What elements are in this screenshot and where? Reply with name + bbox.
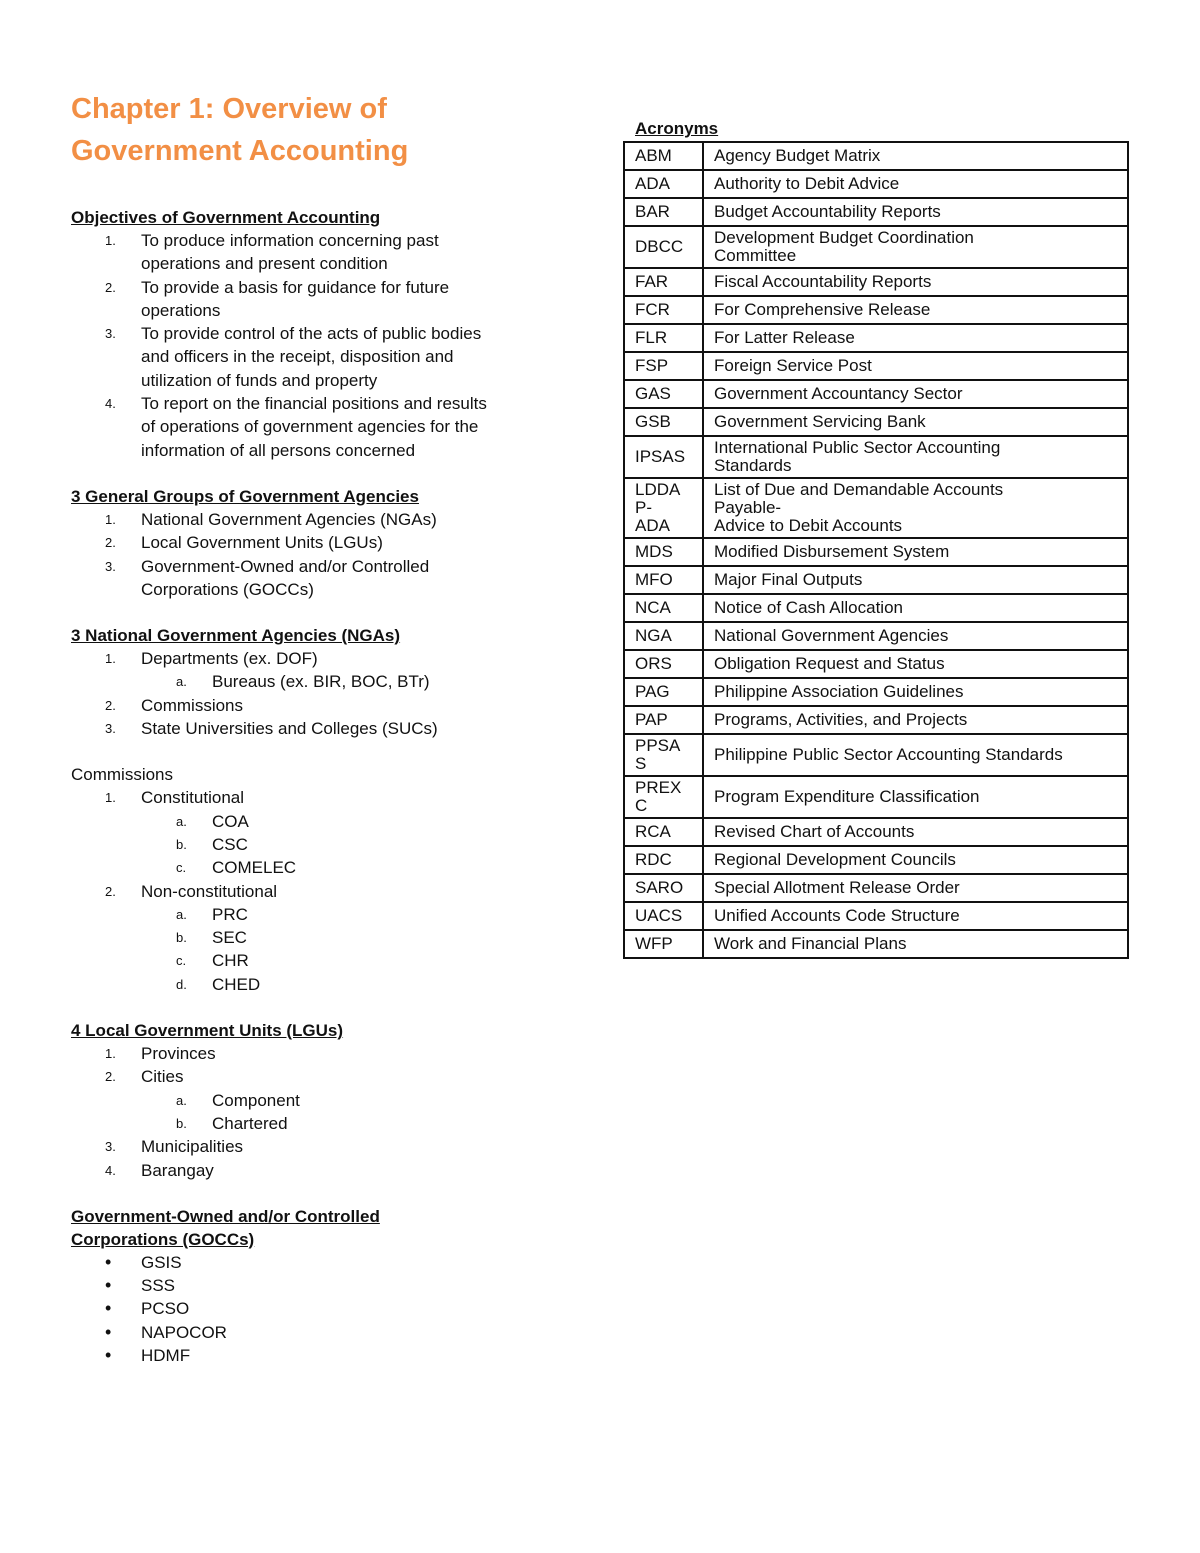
meaning-text: Program Expenditure Classification [714, 787, 980, 806]
meaning-text: For Comprehensive Release [714, 300, 931, 319]
acronym-text: GSB [635, 412, 671, 431]
table-row [624, 818, 1128, 846]
acronym-cell [624, 380, 703, 408]
list-item-text: To produce information concerning past [141, 231, 439, 250]
table-row [624, 226, 1128, 268]
table-row [624, 296, 1128, 324]
list-item-text: operations and present condition [141, 254, 388, 274]
meaning-text: Philippine Public Sector Accounting Standards [714, 745, 1063, 764]
list-number: d. [176, 976, 187, 992]
acronym-text: P- [635, 498, 652, 517]
list-item [71, 229, 591, 276]
table-row [624, 874, 1128, 902]
sub-list-item [71, 1089, 591, 1112]
meaning-text: Regional Development Councils [714, 850, 956, 869]
list-item-text: CHED [212, 974, 261, 994]
bullet-icon: • [105, 1321, 112, 1342]
heading-line: Government-Owned and/or Controlled [71, 1206, 380, 1226]
acronyms-title: Acronyms [635, 119, 719, 138]
acronym-text: FAR [635, 272, 669, 291]
meaning-cell [703, 324, 1128, 352]
acronym-text: GAS [635, 384, 671, 403]
table-row [624, 594, 1128, 622]
list-number: a. [176, 906, 187, 922]
acronym-text: RDC [635, 850, 672, 869]
acronym-text: FLR [635, 328, 668, 347]
sub-list-item [71, 1112, 591, 1135]
acronym-cell [624, 566, 703, 594]
list-item-text: Barangay [141, 1160, 214, 1180]
list-number: c. [176, 860, 187, 876]
acronym-text: S [635, 754, 647, 773]
table-row [624, 846, 1128, 874]
meaning-cell [703, 296, 1128, 324]
meaning-cell [703, 226, 1128, 268]
acronyms-table [623, 141, 1129, 959]
acronym-text: SARO [635, 878, 684, 897]
acronym-cell [624, 408, 703, 436]
meaning-text: List of Due and Demandable Accounts [714, 480, 1004, 499]
list-item [71, 392, 591, 462]
meaning-cell [703, 538, 1128, 566]
table-row [624, 678, 1128, 706]
acronym-text: ABM [635, 146, 672, 165]
acronym-text: NCA [635, 598, 671, 617]
meaning-text: For Latter Release [714, 328, 855, 347]
table-row [624, 324, 1128, 352]
meaning-cell [703, 776, 1128, 818]
meaning-text: Notice of Cash Allocation [714, 598, 903, 617]
general-groups-list [71, 508, 591, 601]
bullet-icon: • [105, 1251, 112, 1272]
meaning-cell [703, 566, 1128, 594]
table-row [624, 408, 1128, 436]
acronym-cell [624, 818, 703, 846]
acronym-text: PREX [635, 778, 682, 797]
meaning-cell [703, 352, 1128, 380]
acronym-text: MFO [635, 570, 673, 589]
table-row [624, 436, 1128, 478]
list-item-text: Cities [141, 1067, 184, 1087]
list-item-text: COMELEC [212, 858, 297, 878]
table-row [624, 198, 1128, 226]
acronym-cell [624, 198, 703, 226]
list-item-text: Corporations (GOCCs) [141, 579, 314, 599]
meaning-text: National Government Agencies [714, 626, 949, 645]
table-row [624, 538, 1128, 566]
gocc-section [71, 1205, 591, 1367]
meaning-cell [703, 930, 1128, 958]
meaning-text: Advice to Debit Accounts [714, 516, 903, 535]
bullet-item [71, 1274, 591, 1297]
meaning-cell [703, 902, 1128, 930]
list-item: 1. Provinces [105, 1044, 216, 1064]
meaning-cell [703, 622, 1128, 650]
acronym-text: LDDA [635, 480, 681, 499]
acronym-cell [624, 622, 703, 650]
chapter-title-line: Government Accounting [71, 135, 409, 167]
list-item-text: CHR [212, 951, 249, 971]
acronym-text: MDS [635, 542, 673, 561]
acronym-cell [624, 776, 703, 818]
list-item-text: Provinces [141, 1044, 216, 1064]
acronym-cell [624, 846, 703, 874]
acronym-text: PAP [635, 710, 668, 729]
section-heading [71, 1205, 591, 1251]
list-item-text: To provide control of the acts of public bodies [141, 324, 482, 344]
acronyms-column [623, 118, 1129, 959]
table-row [624, 142, 1128, 170]
list-item-text: CSC [212, 834, 248, 854]
acronym-text: ADA [635, 516, 670, 535]
general-groups-section [71, 485, 591, 601]
list-number: 1. [105, 233, 116, 248]
cities-list [71, 1089, 591, 1136]
meaning-cell [703, 734, 1128, 776]
list-item: 1. Constitutional [105, 788, 245, 808]
meaning-cell [703, 846, 1128, 874]
list-item-text: Local Government Units (LGUs) [141, 533, 383, 553]
meaning-cell [703, 650, 1128, 678]
acronym-cell [624, 594, 703, 622]
meaning-text: Revised Chart of Accounts [714, 822, 915, 841]
table-row [624, 380, 1128, 408]
acronym-cell [624, 902, 703, 930]
meaning-text: Government Accountancy Sector [714, 384, 963, 403]
bullet-icon: • [105, 1275, 112, 1296]
list-item-text: Chartered [212, 1113, 288, 1133]
acronym-cell [624, 874, 703, 902]
objectives-list [71, 229, 591, 462]
table-row [624, 902, 1128, 930]
acronym-cell [624, 352, 703, 380]
acronym-cell [624, 324, 703, 352]
table-row [624, 650, 1128, 678]
meaning-text: Programs, Activities, and Projects [714, 710, 968, 729]
list-item-text: Departments (ex. DOF) [141, 649, 318, 669]
sub-list-item [71, 949, 591, 972]
acronym-cell [624, 478, 703, 538]
meaning-cell [703, 818, 1128, 846]
list-item-text: Non-constitutional [141, 881, 278, 901]
list-number: 3. [105, 326, 116, 342]
section-heading: Objectives of Government Accounting [71, 208, 381, 227]
list-number: a. [176, 1092, 187, 1108]
bullet-item [71, 1321, 591, 1344]
list-item-text: Constitutional [141, 788, 245, 808]
list-item-text: information of all persons concerned [141, 440, 416, 460]
list-number: c. [176, 953, 187, 969]
nga-section [71, 624, 591, 740]
acronym-cell [624, 170, 703, 198]
meaning-text: Obligation Request and Status [714, 654, 945, 673]
meaning-text: Special Allotment Release Order [714, 878, 960, 897]
meaning-text: Fiscal Accountability Reports [714, 272, 932, 291]
acronym-cell [624, 226, 703, 268]
acronym-text: IPSAS [635, 447, 686, 466]
sub-list-item [71, 903, 591, 926]
acronym-text: FSP [635, 356, 669, 375]
chapter-title-line: Chapter 1: Overview of [71, 93, 387, 125]
list-item: 4. Barangay [105, 1160, 214, 1180]
acronym-cell [624, 296, 703, 324]
meaning-cell [703, 436, 1128, 478]
list-item-text: of operations of government agencies for the [141, 417, 479, 437]
acronym-text: PAG [635, 682, 670, 701]
meaning-text: Authority to Debit Advice [714, 174, 900, 193]
list-item-text: utilization of funds and property [141, 370, 378, 390]
constitutional-list [71, 810, 591, 880]
acronym-cell [624, 930, 703, 958]
acronym-text: RCA [635, 822, 671, 841]
table-row [624, 566, 1128, 594]
list-item [71, 322, 591, 392]
list-item-text: Commissions [141, 695, 244, 715]
list-item: 2. Non-constitutional [105, 881, 278, 901]
list-item [71, 555, 591, 602]
table-row [624, 478, 1128, 538]
meaning-cell [703, 380, 1128, 408]
meaning-cell [703, 142, 1128, 170]
acronym-text: NGA [635, 626, 672, 645]
table-row [624, 268, 1128, 296]
meaning-text: Philippine Association Guidelines [714, 682, 964, 701]
list-item: 3. Municipalities [105, 1137, 244, 1157]
meaning-text: Standards [714, 456, 792, 475]
table-row [624, 776, 1128, 818]
meaning-text: Agency Budget Matrix [714, 146, 881, 165]
acronym-cell [624, 436, 703, 478]
list-number: 4. [105, 396, 116, 412]
list-item [71, 508, 591, 531]
acronym-text: PPSA [635, 736, 681, 755]
acronym-cell [624, 142, 703, 170]
acronym-text: BAR [635, 202, 670, 221]
objectives-section [71, 206, 591, 462]
list-number: 1. [105, 511, 116, 527]
table-row [624, 930, 1128, 958]
meaning-text: International Public Sector Accounting [714, 438, 1001, 457]
table-row [624, 734, 1128, 776]
list-number: b. [176, 836, 187, 852]
section-heading: 3 National Government Agencies (NGAs) [71, 626, 401, 646]
table-row [624, 706, 1128, 734]
list-number: 3. [105, 558, 116, 574]
meaning-text: Unified Accounts Code Structure [714, 906, 960, 925]
gocc-list [71, 1251, 591, 1367]
meaning-text: Committee [714, 246, 797, 265]
meaning-cell [703, 706, 1128, 734]
sub-list-item: a. Bureaus (ex. BIR, BOC, BTr) [176, 672, 430, 692]
meaning-cell [703, 408, 1128, 436]
list-item-text: and officers in the receipt, disposition and [141, 347, 454, 367]
sub-list-item [71, 856, 591, 879]
list-item-text: Government-Owned and/or Controlled [141, 556, 430, 576]
list-item-text: Municipalities [141, 1137, 244, 1157]
notes-column [71, 88, 591, 1367]
acronym-text: WFP [635, 934, 673, 953]
acronym-cell [624, 734, 703, 776]
acronym-text: DBCC [635, 237, 684, 256]
acronym-cell [624, 650, 703, 678]
sub-list-item [71, 810, 591, 833]
list-number: b. [176, 1115, 187, 1131]
list-item-text: COA [212, 811, 249, 831]
table-row [624, 170, 1128, 198]
lgu-section [71, 1019, 591, 1182]
list-item: 2. Cities [105, 1067, 184, 1087]
commissions-section [71, 763, 591, 996]
acronym-cell [624, 678, 703, 706]
bullet-text: HDMF [141, 1345, 191, 1365]
bullet-text: PCSO [141, 1299, 190, 1319]
meaning-text: Development Budget Coordination [714, 228, 974, 247]
meaning-cell [703, 874, 1128, 902]
meaning-cell [703, 594, 1128, 622]
list-item-text: Component [212, 1090, 300, 1110]
bullet-item [71, 1251, 591, 1274]
list-item [71, 276, 591, 323]
acronym-text: C [635, 796, 648, 815]
sub-list-item [71, 833, 591, 856]
list-number: a. [176, 813, 187, 829]
bullet-text: SSS [141, 1276, 176, 1296]
list-item-text: State Universities and Colleges (SUCs) [141, 719, 438, 739]
acronym-text: FCR [635, 300, 670, 319]
list-item-text: Bureaus (ex. BIR, BOC, BTr) [212, 672, 430, 692]
meaning-text: Major Final Outputs [714, 570, 863, 589]
acronym-cell [624, 268, 703, 296]
list-item-text: National Government Agencies (NGAs) [141, 509, 437, 529]
acronym-text: ADA [635, 174, 670, 193]
bullet-text: NAPOCOR [141, 1322, 227, 1342]
acronym-text: ORS [635, 654, 672, 673]
sub-list-item [71, 973, 591, 996]
meaning-cell [703, 678, 1128, 706]
table-row [624, 622, 1128, 650]
list-item-text: operations [141, 300, 221, 320]
section-heading: Commissions [71, 765, 174, 785]
bullet-icon: • [105, 1298, 112, 1319]
list-number: 2. [105, 279, 116, 295]
meaning-text: Work and Financial Plans [714, 934, 907, 953]
meaning-text: Budget Accountability Reports [714, 202, 941, 221]
acronym-text: UACS [635, 906, 683, 925]
non-constitutional-list [71, 903, 591, 996]
list-number: b. [176, 930, 187, 946]
bullet-item [71, 1344, 591, 1367]
list-item: 2. Commissions [105, 695, 244, 715]
meaning-text: Modified Disbursement System [714, 542, 950, 561]
list-item-text: SEC [212, 928, 247, 948]
bullet-icon: • [105, 1344, 112, 1365]
heading-line: Corporations (GOCCs) [71, 1229, 255, 1249]
table-row [624, 352, 1128, 380]
meaning-text: Government Servicing Bank [714, 412, 926, 431]
meaning-text: Payable- [714, 498, 782, 517]
list-item [71, 531, 591, 554]
bullet-item [71, 1297, 591, 1320]
acronym-cell [624, 538, 703, 566]
list-item-text: To provide a basis for guidance for future [141, 277, 450, 297]
meaning-cell [703, 198, 1128, 226]
chapter-title [71, 88, 591, 172]
section-heading: 4 Local Government Units (LGUs) [71, 1021, 344, 1041]
sub-list-item [71, 926, 591, 949]
meaning-cell [703, 170, 1128, 198]
acronym-cell [624, 706, 703, 734]
meaning-cell [703, 268, 1128, 296]
meaning-text: Foreign Service Post [714, 356, 872, 375]
list-item: 1. Departments (ex. DOF) [105, 649, 318, 669]
list-number: 2. [105, 535, 116, 551]
list-item-text: PRC [212, 904, 248, 924]
list-item-text: To report on the financial positions and results [141, 394, 487, 414]
bullet-text: GSIS [141, 1252, 182, 1272]
section-heading: 3 General Groups of Government Agencies [71, 486, 419, 506]
meaning-cell [703, 478, 1128, 538]
list-item: 3. State Universities and Colleges (SUCs) [105, 719, 438, 739]
